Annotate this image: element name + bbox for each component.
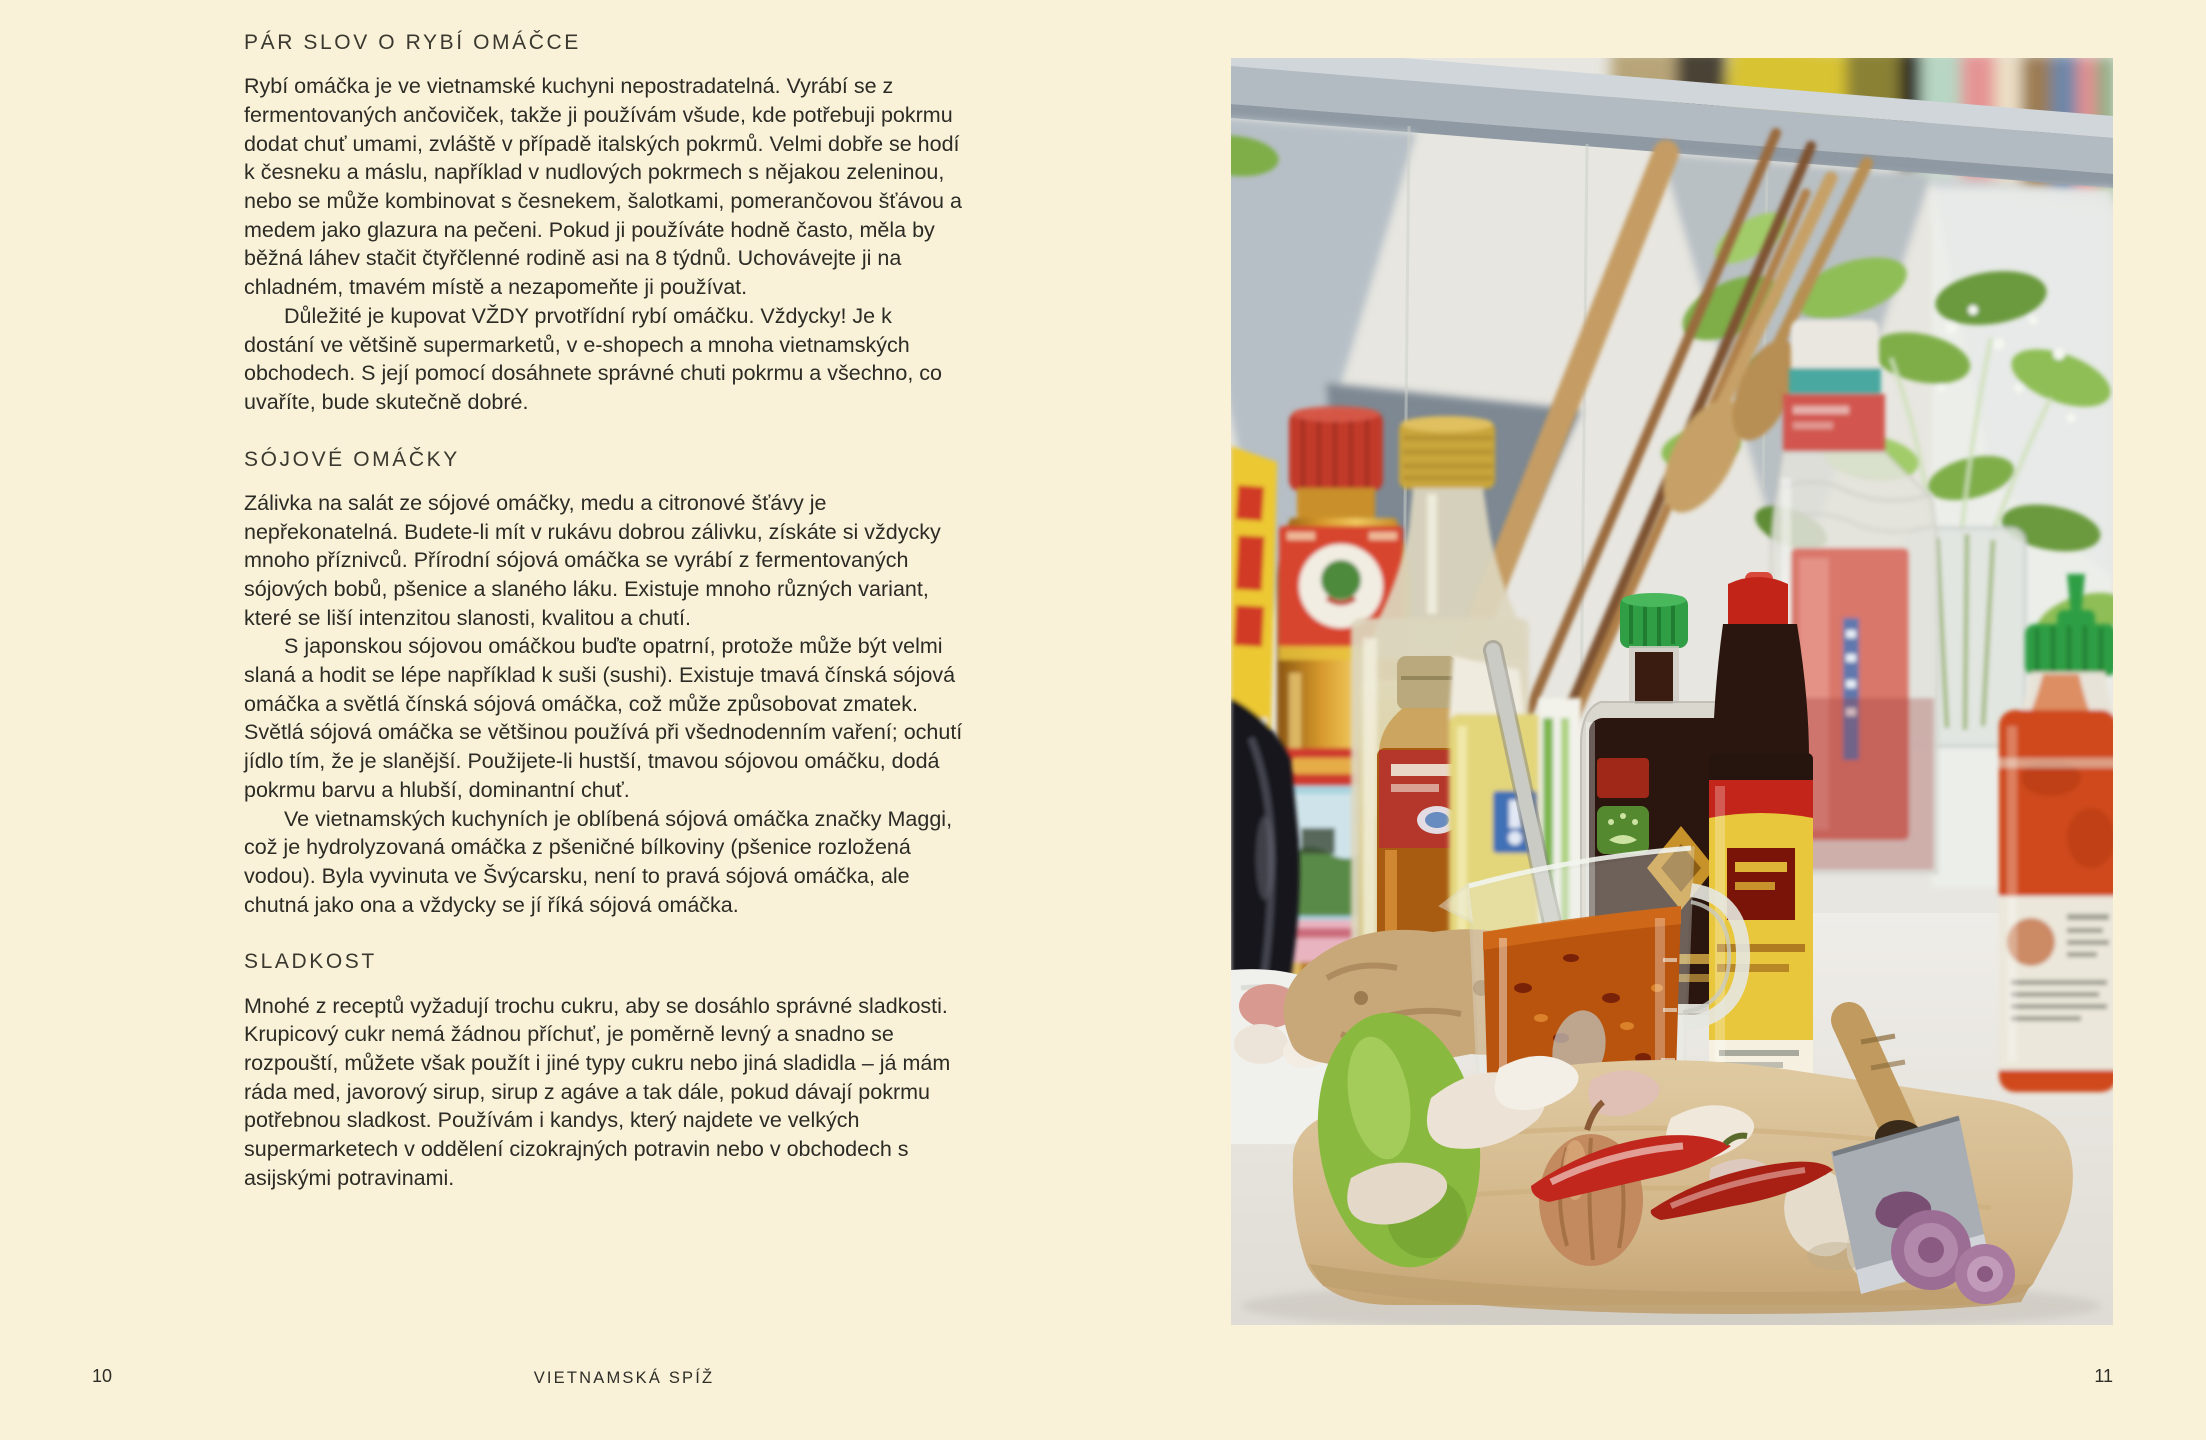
paragraph: Rybí omáčka je ve vietnamské kuchyni nepostradatelná. Vyrábí se z fermentovaných ančoviček, takže ji používám všude, kde potřebuji pokrmu dodat chuť umami, zvláště v případě italských pokrmů. Velmi dobře se hodí k česneku a máslu, například v nudlových pokrmech s nějakou zeleninou, nebo se může kombinovat s česnekem, šalotkami, pomerančovou šťávou a medem jako glazura na pečeni. Pokud ji používáte hodně často, měla by běžná láhev stačit čtyřčlenné rodině asi na 8 týdnů. Uchovávejte ji na chladném, tmavém místě a nezapomeňte ji používat. [244,74,962,300]
paragraph: Důležité je kupovat VŽDY prvotřídní rybí omáčku. Vždycky! Je k dostání ve většině supermarketů, v e-shopech a mnoha vietnamských obchodech. S její pomocí dosáhnete správné chuti pokrmu a všechno, co uvaříte, bude skutečně dobré. [244,303,942,414]
section-sweetness [244,949,968,1192]
section-heading: PÁR SLOV O RYBÍ OMÁČCE [244,31,581,54]
page-number-left: 10 [92,1366,113,1386]
page-number-right: 11 [2094,1366,2113,1386]
section-soy-sauces [244,447,968,920]
paragraph: Ve vietnamských kuchyních je oblíbená sójová omáčka značky Maggi, což je hydrolyzovaná omáčka z pšeničné bílkoviny (pšenice rozložená vodou). Byla vyvinuta ve Švýcarsku, není to pravá sójová omáčka, ale chutná jako ona a vždycky se jí říká sójová omáčka. [244,806,953,917]
text-column [244,30,968,1222]
section-heading: SLADKOST [244,950,377,974]
pantry-photo-illustration [1231,58,2113,1325]
running-title: VIETNAMSKÁ SPÍŽ [533,1369,715,1387]
section-heading: SÓJOVÉ OMÁČKY [244,447,460,471]
paragraph: Zálivka na salát ze sójové omáčky, medu a citronové šťávy je nepřekonatelná. Budete-li mít v rukávu dobrou zálivku, získáte si vždycky mnoho příznivců. Přírodní sójová omáčka se vyrábí z fermentovaných sójových bobů, pšenice a slaného láku. Existuje mnoho různých variant, které se liší intenzitou slanosti, kvalitou a chutí. [244,490,941,630]
paragraph: Mnohé z receptů vyžadují trochu cukru, aby se dosáhlo správné sladkosti. Krupicový cukr nemá žádnou příchuť, je poměrně levný a snadno se rozpouští, můžete však použít i jiné typy cukru nebo jiná sladidla – já mám ráda med, javorový sirup, sirup z agáve a tak dále, pokud dávají pokrmu potřebnou sladkost. Používám i kandys, který najdete ve velkých supermarketech v oddělení cizokrajných potravin nebo v obchodech s asijskými potravinami. [244,993,951,1190]
section-fish-sauce [244,30,968,417]
paragraph: S japonskou sójovou omáčkou buďte opatrní, protože může být velmi slaná a hodit se lépe například k suši (sushi). Existuje tmavá čínská sójová omáčka a světlá čínská sójová omáčka, což může způsobovat zmatek. Světlá sójová omáčka se většinou používá při všednodenním vaření; ochutí jídlo tím, že je slanější. Použijete-li hustší, tmavou sójovou omáčku, dodá pokrmu barvu a hlubší, dominantní chuť. [244,634,963,802]
pantry-photo [1231,58,2113,1325]
